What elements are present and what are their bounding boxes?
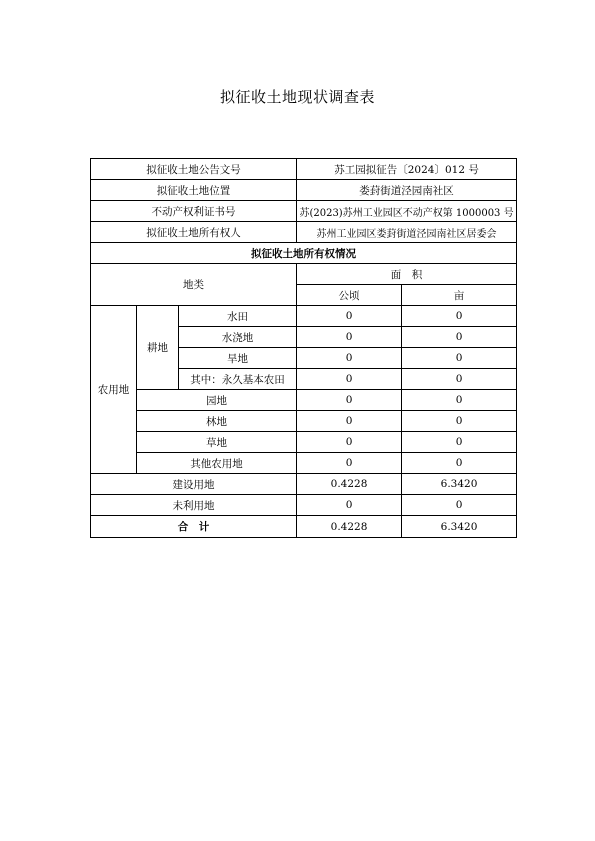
cell-mu: 0 [402, 390, 517, 411]
row-label: 园地 [137, 390, 297, 411]
cell-ha: 0 [297, 348, 402, 369]
row-label: 草地 [137, 432, 297, 453]
page-title: 拟征收土地现状调查表 [219, 88, 375, 106]
header-area: 面 积 [297, 264, 517, 285]
cell-mu: 6.3420 [402, 474, 517, 495]
header-row [91, 264, 517, 285]
row-label: 旱地 [179, 348, 297, 369]
cell-mu: 0 [402, 306, 517, 327]
cell-ha: 0.4228 [297, 474, 402, 495]
cell-mu: 0 [402, 432, 517, 453]
info-label: 拟征收土地位置 [91, 180, 297, 201]
cell-ha: 0 [297, 369, 402, 390]
row-label: 水田 [179, 306, 297, 327]
table-row [91, 411, 517, 432]
cell-ha: 0 [297, 453, 402, 474]
cell-ha: 0 [297, 390, 402, 411]
cell-mu: 0 [402, 495, 517, 516]
cell-mu: 0 [402, 348, 517, 369]
info-row-location [91, 180, 517, 201]
info-row-certificate [91, 201, 517, 222]
table-row [91, 390, 517, 411]
header-land-type: 地类 [91, 264, 297, 306]
table-row [91, 453, 517, 474]
header-unit-ha: 公顷 [297, 285, 402, 306]
cell-ha: 0 [297, 495, 402, 516]
section-title-row [91, 243, 517, 264]
info-label: 不动产权利证书号 [91, 201, 297, 222]
row-label: 其中：永久基本农田 [179, 369, 297, 390]
info-row-owner [91, 222, 517, 243]
unused-row [91, 495, 517, 516]
land-survey-table [90, 158, 517, 538]
cell-ha: 0 [297, 411, 402, 432]
total-ha: 0.4228 [297, 516, 402, 538]
total-mu: 6.3420 [402, 516, 517, 538]
row-label: 未利用地 [91, 495, 297, 516]
cell-mu: 0 [402, 411, 517, 432]
table-row [91, 306, 517, 327]
info-value: 苏州工业园区娄葑街道泾园南社区居委会 [297, 222, 517, 243]
header-unit-mu: 亩 [402, 285, 517, 306]
row-label: 林地 [137, 411, 297, 432]
total-label: 合 计 [91, 516, 297, 538]
agri-label: 农用地 [91, 306, 137, 474]
cell-mu: 0 [402, 369, 517, 390]
row-label: 水浇地 [179, 327, 297, 348]
section-title: 拟征收土地所有权情况 [91, 243, 517, 264]
cell-ha: 0 [297, 306, 402, 327]
cell-mu: 0 [402, 453, 517, 474]
info-value: 娄葑街道泾园南社区 [297, 180, 517, 201]
info-value: 苏(2023)苏州工业园区不动产权第 1000003 号 [297, 201, 517, 222]
cell-ha: 0 [297, 327, 402, 348]
table-row [91, 432, 517, 453]
info-label: 拟征收土地公告文号 [91, 159, 297, 180]
cell-ha: 0 [297, 432, 402, 453]
info-row-announcement [91, 159, 517, 180]
info-value: 苏工园拟征告〔2024〕012 号 [297, 159, 517, 180]
row-label: 建设用地 [91, 474, 297, 495]
cell-mu: 0 [402, 327, 517, 348]
info-label: 拟征收土地所有权人 [91, 222, 297, 243]
row-label: 其他农用地 [137, 453, 297, 474]
cultivated-label: 耕地 [137, 306, 179, 390]
construction-row [91, 474, 517, 495]
total-row [91, 516, 517, 538]
